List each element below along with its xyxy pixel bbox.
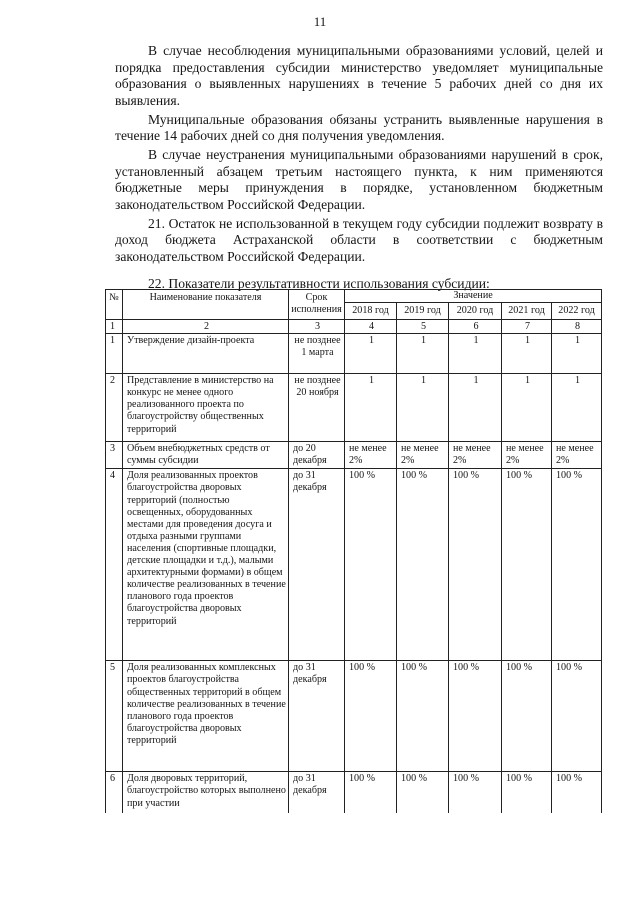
row-deadline: до 31 декабря: [289, 469, 345, 661]
row-value: не менее 2%: [552, 442, 602, 469]
row-value: 100 %: [449, 772, 502, 813]
header-deadline: Срок исполнения: [289, 290, 345, 320]
row-name: Представление в министерство на конкурс не менее одного реализованного проекта по благоустройству общественных территорий: [123, 374, 289, 442]
paragraph: 21. Остаток не использованной в текущем году субсидии подлежит возврату в доход бюджета Астраханской области в соответствии с бюджетным законодательством Российской Федерации.: [115, 215, 603, 264]
row-num: 4: [106, 469, 123, 661]
row-name: Утверждение дизайн-проекта: [123, 334, 289, 374]
row-value: 100 %: [397, 772, 449, 813]
row-value: 100 %: [345, 469, 397, 661]
table-row: [106, 469, 602, 661]
row-value: 1: [552, 334, 602, 374]
row-deadline: до 31 декабря: [289, 772, 345, 813]
header-year: 2019 год: [397, 303, 449, 320]
row-value: 100 %: [552, 469, 602, 661]
table-row: [106, 772, 602, 813]
row-value: 1: [552, 374, 602, 442]
row-value: 100 %: [397, 661, 449, 772]
row-num: 1: [106, 334, 123, 374]
row-name: Доля реализованных проектов благоустройства дворовых территорий (полностью освещенных, оборудованных местами для проведения досуга и отдыха разными группами населения (спортивные площадки, детские площадки и т.д.), малыми архитектурными формами) в общем количестве реализованных в течение планового года проектов благоустройства дворовых территорий: [123, 469, 289, 661]
row-value: 1: [449, 374, 502, 442]
row-value: 1: [449, 334, 502, 374]
row-num: 5: [106, 661, 123, 772]
column-number: 4: [345, 320, 397, 334]
row-value: 100 %: [397, 469, 449, 661]
table-row: [106, 334, 602, 374]
header-value: Значение: [345, 290, 602, 303]
header-year: 2022 год: [552, 303, 602, 320]
indicators-table: [105, 289, 602, 813]
row-value: 100 %: [502, 661, 552, 772]
row-deadline: не позднее 1 марта: [289, 334, 345, 374]
column-number: 2: [123, 320, 289, 334]
header-row: [106, 290, 602, 303]
row-value: 100 %: [552, 772, 602, 813]
paragraph: Муниципальные образования обязаны устранить выявленные нарушения в течение 14 рабочих дней со дня получения уведомления.: [115, 111, 603, 143]
row-value: 100 %: [449, 661, 502, 772]
header-name: Наименование показателя: [123, 290, 289, 320]
column-numbers-row: [106, 320, 602, 334]
row-value: 1: [502, 374, 552, 442]
column-number: 5: [397, 320, 449, 334]
row-value: 1: [345, 334, 397, 374]
column-number: 6: [449, 320, 502, 334]
row-name: Объем внебюджетных средств от суммы субсидии: [123, 442, 289, 469]
row-value: не менее 2%: [449, 442, 502, 469]
header-year: 2021 год: [502, 303, 552, 320]
row-value: не менее 2%: [397, 442, 449, 469]
row-value: 1: [502, 334, 552, 374]
row-value: не менее 2%: [345, 442, 397, 469]
row-value: 100 %: [552, 661, 602, 772]
row-value: 100 %: [502, 469, 552, 661]
header-year: 2018 год: [345, 303, 397, 320]
row-deadline: не позднее 20 ноября: [289, 374, 345, 442]
row-value: 1: [397, 334, 449, 374]
table-row: [106, 442, 602, 469]
column-number: 1: [106, 320, 123, 334]
row-value: не менее 2%: [502, 442, 552, 469]
column-number: 3: [289, 320, 345, 334]
table-row: [106, 374, 602, 442]
header-year: 2020 год: [449, 303, 502, 320]
header-num: №: [106, 290, 123, 320]
row-deadline: до 20 декабря: [289, 442, 345, 469]
row-value: 1: [345, 374, 397, 442]
row-name: Доля дворовых территорий, благоустройство которых выполнено при участии: [123, 772, 289, 813]
row-value: 100 %: [502, 772, 552, 813]
column-number: 7: [502, 320, 552, 334]
row-num: 3: [106, 442, 123, 469]
row-value: 100 %: [449, 469, 502, 661]
row-value: 100 %: [345, 661, 397, 772]
row-name: Доля реализованных комплексных проектов благоустройства общественных территорий в общем количестве реализованных в течение планового года проектов благоустройства дворовых территорий: [123, 661, 289, 772]
table-row: [106, 661, 602, 772]
row-num: 6: [106, 772, 123, 813]
row-deadline: до 31 декабря: [289, 661, 345, 772]
body-text: [115, 43, 603, 268]
paragraph: В случае несоблюдения муниципальными образованиями условий, целей и порядка предоставления субсидии министерство уведомляет муниципальные образования о выявленных нарушениях в течение 5 рабочих дней со дня их выявления.: [115, 43, 603, 108]
row-value: 100 %: [345, 772, 397, 813]
paragraph: В случае неустранения муниципальными образованиями нарушений в срок, установленный абзацем третьим настоящего пункта, к ним применяются бюджетные меры принуждения в порядке, установленном бюджетным законодательством Российской Федерации.: [115, 147, 603, 212]
row-num: 2: [106, 374, 123, 442]
column-number: 8: [552, 320, 602, 334]
page-number: 11: [313, 14, 327, 29]
row-value: 1: [397, 374, 449, 442]
table-title: 22. Показатели результативности использования субсидии:: [148, 276, 490, 291]
